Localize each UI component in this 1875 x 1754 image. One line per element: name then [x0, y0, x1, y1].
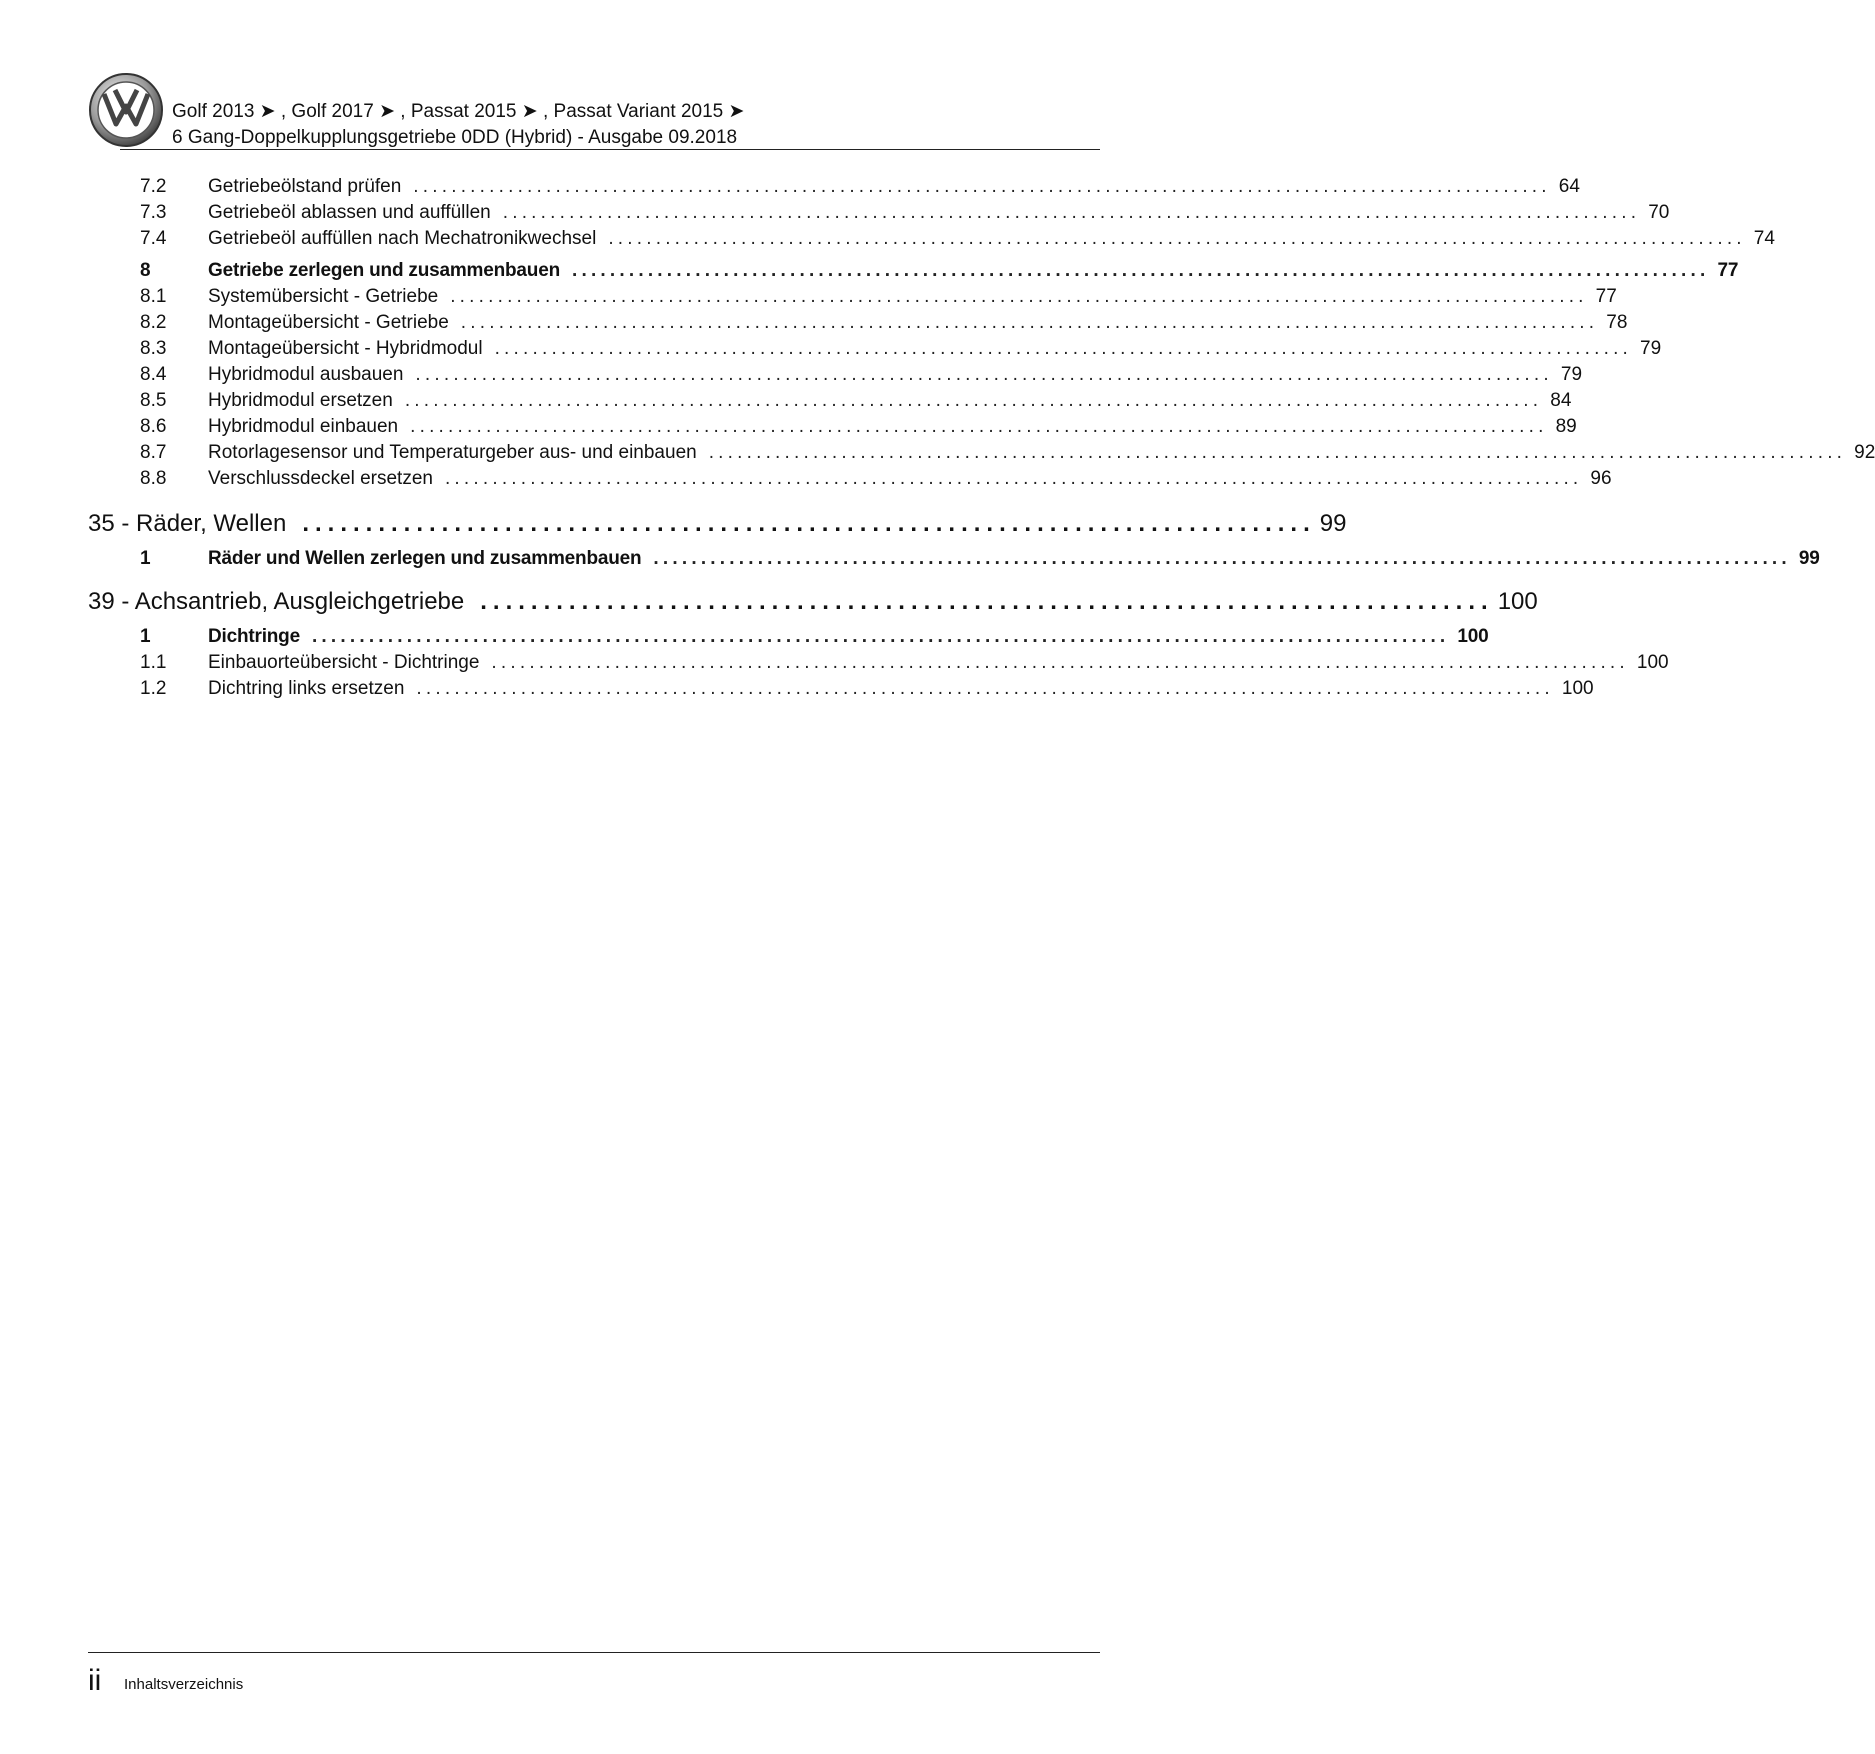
toc-number: 7.3	[140, 202, 167, 223]
toc-title: Montageübersicht - Hybridmodul	[208, 338, 483, 359]
toc-number: 1.1	[140, 652, 167, 673]
toc-entry-8-5[interactable]	[0, 390, 1572, 414]
toc-leader: ........................................................................................................................	[494, 338, 1633, 359]
toc-page: 79	[1560, 364, 1583, 385]
toc-entry-8-1[interactable]	[0, 286, 1617, 310]
toc-number: 1	[140, 626, 151, 647]
header-divider	[120, 149, 1100, 150]
toc-entry-7-2[interactable]	[0, 176, 1580, 200]
toc-entry-8-4[interactable]	[0, 364, 1583, 388]
chapter-title: 35 - Räder, Wellen	[88, 510, 287, 537]
toc-leader: ........................................................................................................................	[502, 202, 1641, 223]
toc-leader: ........................................................................................................................	[413, 176, 1551, 197]
toc-number: 8.3	[140, 338, 167, 359]
toc-leader: ........................................................................................................................	[410, 416, 1548, 437]
toc-number: 1.2	[140, 678, 167, 699]
toc-entry-39-1-2[interactable]	[0, 678, 1594, 702]
toc-leader: ........................................................................................................................	[708, 442, 1847, 463]
toc-page: 84	[1550, 390, 1572, 411]
toc-entry-8-7[interactable]	[0, 442, 1875, 466]
toc-page: 96	[1590, 468, 1612, 489]
toc-chapter-39[interactable]	[88, 588, 1538, 618]
header-subtitle: 6 Gang-Doppelkupplungsgetriebe 0DD (Hybrid) - Ausgabe 09.2018	[172, 127, 738, 148]
toc-entry-8-8[interactable]	[0, 468, 1612, 492]
toc-title: Getriebeölstand prüfen	[208, 176, 402, 197]
toc-number: 8	[140, 260, 151, 281]
header-models: Golf 2013 ➤ , Golf 2017 ➤ , Passat 2015 ➤ , Passat Variant 2015 ➤	[172, 101, 745, 122]
toc-number: 8.8	[140, 468, 167, 489]
footer-section-title: Inhaltsverzeichnis	[124, 1676, 244, 1693]
toc-leader: ........................................................................................................................	[491, 652, 1629, 673]
toc-number: 8.4	[140, 364, 167, 385]
toc-number: 8.1	[140, 286, 167, 307]
toc-entry-8-3[interactable]	[0, 338, 1662, 362]
toc-page: 77	[1717, 260, 1739, 281]
toc-title: Getriebeöl auffüllen nach Mechatronikwechsel	[208, 228, 597, 249]
toc-entry-39-1-1[interactable]	[0, 652, 1669, 676]
toc-leader: ................................................................................	[302, 510, 1316, 537]
toc-number: 8.5	[140, 390, 167, 411]
toc-entry-35-1[interactable]	[0, 548, 1820, 572]
vw-logo	[88, 72, 164, 148]
toc-leader: ........................................................................................................................	[653, 548, 1791, 569]
toc-title: Hybridmodul ersetzen	[208, 390, 393, 411]
toc-title: Dichtring links ersetzen	[208, 678, 405, 699]
toc-number: 8.7	[140, 442, 167, 463]
toc-title: Verschlussdeckel ersetzen	[208, 468, 433, 489]
toc-leader: ................................................................................	[480, 588, 1494, 615]
toc-title: Montageübersicht - Getriebe	[208, 312, 449, 333]
toc-leader: ........................................................................................................................	[311, 626, 1450, 647]
toc-page: 77	[1595, 286, 1617, 307]
toc-title: Dichtringe	[208, 626, 300, 647]
chapter-page: 100	[1497, 588, 1538, 615]
toc-title: Rotorlagesensor und Temperaturgeber aus- und einbauen	[208, 442, 697, 463]
toc-title: Hybridmodul ausbauen	[208, 364, 404, 385]
toc-chapter-35[interactable]	[88, 510, 1347, 540]
toc-leader: ........................................................................................................................	[404, 390, 1543, 411]
toc-page: 70	[1648, 202, 1670, 223]
toc-leader: ........................................................................................................................	[450, 286, 1588, 307]
toc-entry-39-1[interactable]	[0, 626, 1489, 650]
toc-page: 79	[1640, 338, 1662, 359]
toc-page: 74	[1753, 228, 1775, 249]
toc-number: 1	[140, 548, 151, 569]
toc-page: 78	[1606, 312, 1628, 333]
footer-page-number: ii	[88, 1664, 102, 1697]
vw-logo-icon	[88, 72, 164, 148]
toc-entry-7-4[interactable]	[0, 228, 1775, 252]
toc-number: 8.6	[140, 416, 167, 437]
toc-entry-8[interactable]	[0, 260, 1739, 284]
toc-title: Hybridmodul einbauen	[208, 416, 399, 437]
chapter-title: 39 - Achsantrieb, Ausgleichgetriebe	[88, 588, 465, 615]
toc-title: Räder und Wellen zerlegen und zusammenbauen	[208, 548, 642, 569]
toc-entry-8-6[interactable]	[0, 416, 1577, 440]
toc-page: 100	[1561, 678, 1594, 699]
toc-page: 64	[1558, 176, 1580, 197]
toc-title: Systemübersicht - Getriebe	[208, 286, 439, 307]
toc-number: 7.2	[140, 176, 167, 197]
toc-page: 100	[1636, 652, 1669, 673]
toc-entry-7-3[interactable]	[0, 202, 1670, 226]
footer-divider	[88, 1652, 1100, 1653]
toc-page: 99	[1798, 548, 1820, 569]
toc-title: Getriebeöl ablassen und auffüllen	[208, 202, 491, 223]
toc-leader: ........................................................................................................................	[415, 364, 1553, 385]
toc-page: 100	[1457, 626, 1489, 647]
toc-entry-8-2[interactable]	[0, 312, 1628, 336]
toc-title: Getriebe zerlegen und zusammenbauen	[208, 260, 560, 281]
toc-leader: ........................................................................................................................	[571, 260, 1710, 281]
toc-leader: ........................................................................................................................	[608, 228, 1746, 249]
toc-leader: ........................................................................................................................	[460, 312, 1599, 333]
toc-page: 89	[1555, 416, 1577, 437]
toc-leader: ........................................................................................................................	[416, 678, 1554, 699]
toc-number: 8.2	[140, 312, 167, 333]
toc-number: 7.4	[140, 228, 167, 249]
toc-page: 92	[1854, 442, 1875, 463]
toc-leader: ........................................................................................................................	[444, 468, 1583, 489]
chapter-page: 99	[1319, 510, 1347, 537]
toc-title: Einbauorteübersicht - Dichtringe	[208, 652, 480, 673]
